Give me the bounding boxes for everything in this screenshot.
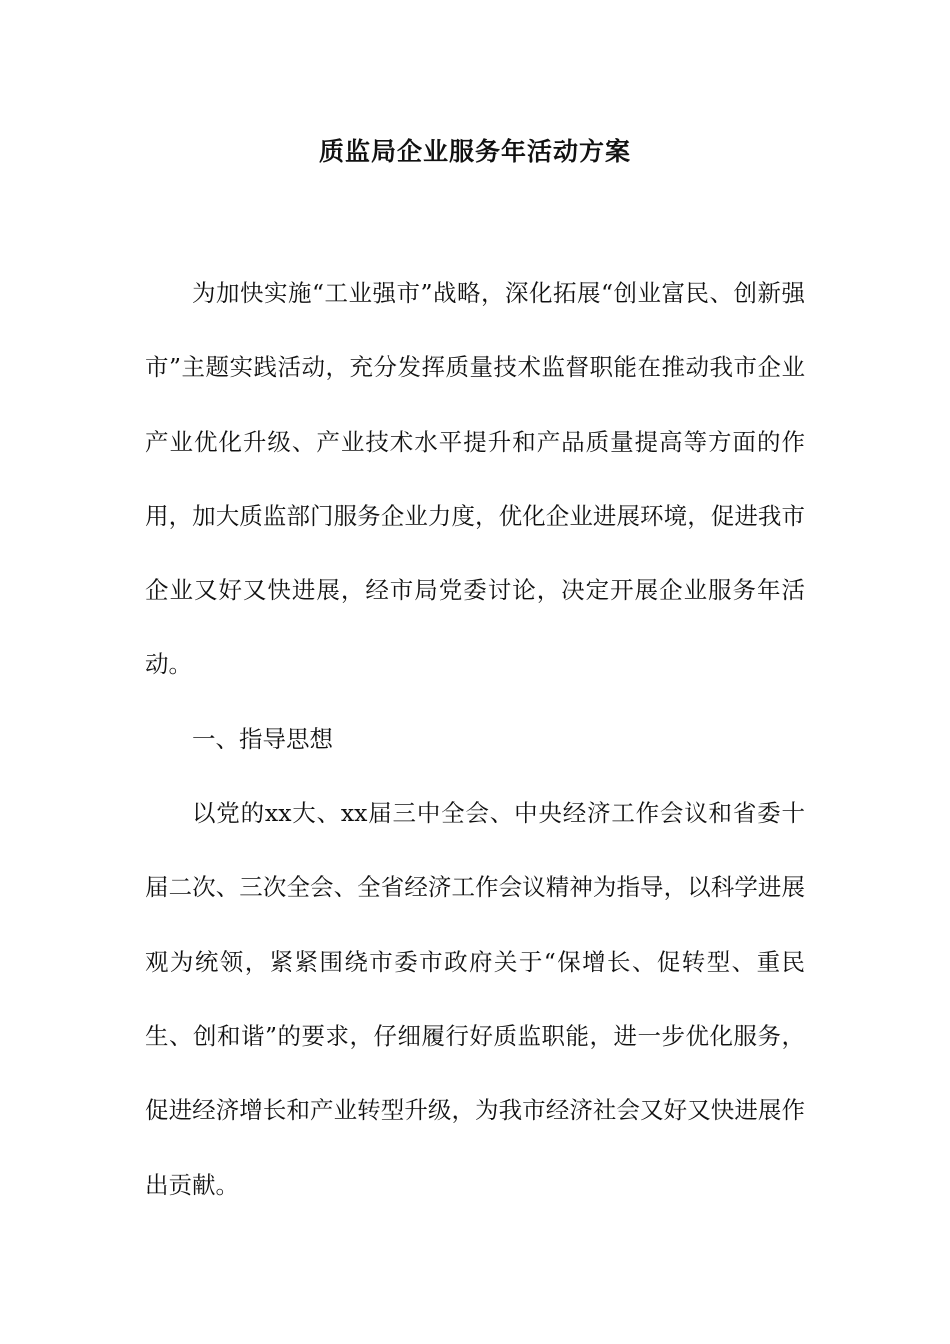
section-heading-guiding-thought: 一、指导思想 bbox=[192, 724, 333, 753]
intro-paragraph: 为加快实施“工业强市”战略，深化拓展“创业富民、创新强市”主题实践活动，充分发挥质量技术监督职能在推动我市企业产业优化升级、产业技术水平提升和产品质量提高等方面的作用，加大质监部门服务企业力度，优化企业进展环境，促进我市企业又好又快进展，经市局党委讨论，决定开展企业服务年活动。 bbox=[145, 279, 805, 679]
guiding-thought-paragraph: 以党的xx大、xx届三中全会、中央经济工作会议和省委十届二次、三次全会、全省经济工作会议精神为指导，以科学进展观为统领，紧紧围绕市委市政府关于“保增长、促转型、重民生、创和谐”的要求，仔细履行好质监职能，进一步优化服务，促进经济增长和产业转型升级，为我市经济社会又好又快进展作出贡献。 bbox=[145, 799, 805, 1199]
document-title: 质监局企业服务年活动方案 bbox=[318, 137, 631, 166]
document-body bbox=[145, 256, 805, 1222]
